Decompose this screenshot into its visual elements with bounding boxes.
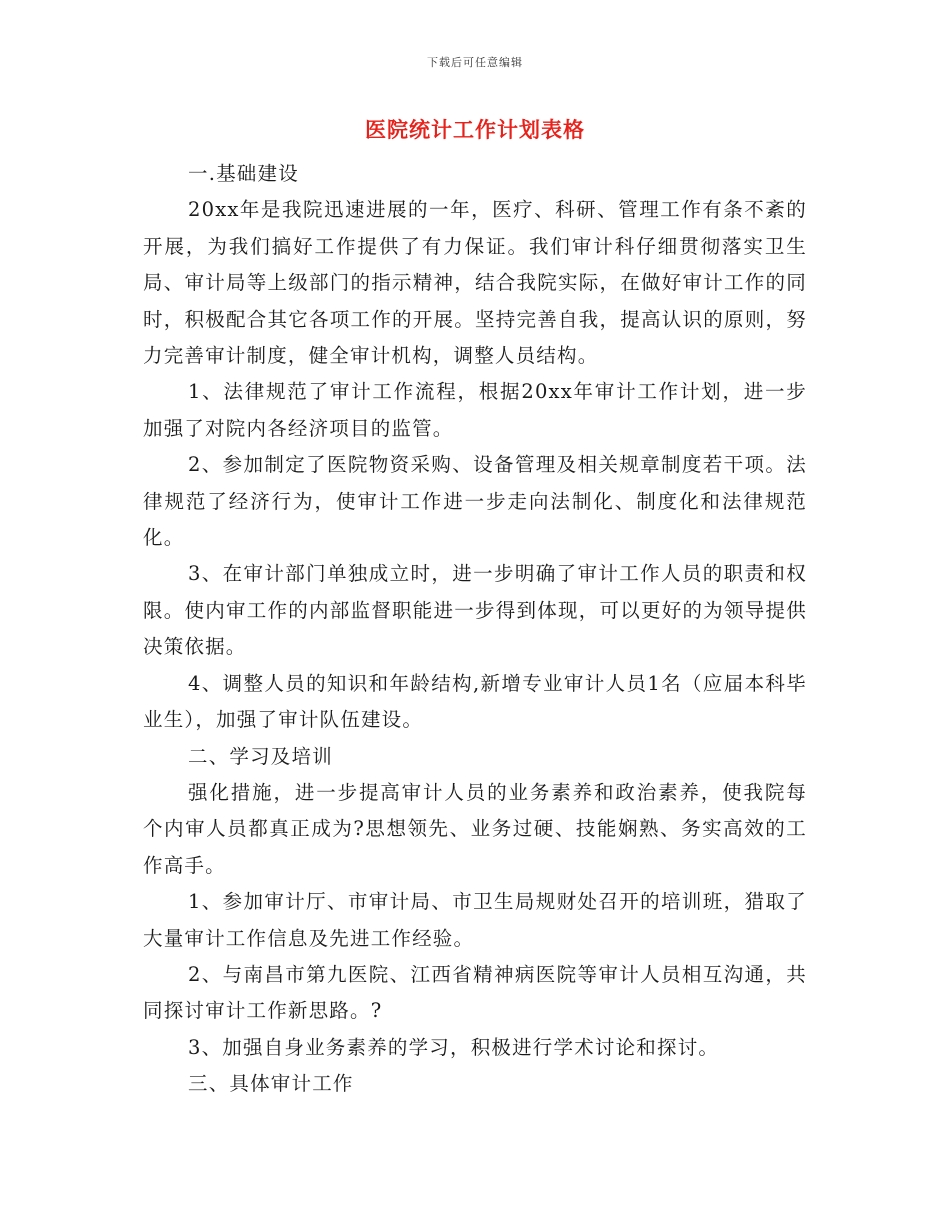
document-body xyxy=(143,156,807,1103)
list-item-4: 4、调整人员的知识和年龄结构,新增专业审计人员1名（应届本科毕业生），加强了审计队伍建设。 xyxy=(143,671,807,732)
section-heading-audit-work: 三、具体审计工作 xyxy=(188,1072,354,1096)
paragraph-overview: 20xx年是我院迅速进展的一年，医疗、科研、管理工作有条不紊的开展，为我们搞好工作提供了有力保证。我们审计科仔细贯彻落实卫生局、审计局等上级部门的指示精神，结合我院实际，在做好审计工作的同时，积极配合其它各项工作的开展。坚持完善自我，提高认识的原则，努力完善审计制度，健全审计机构，调整人员结构。 xyxy=(143,198,807,368)
document-title: 医院统计工作计划表格 xyxy=(365,117,585,142)
paragraph-training-intro: 强化措施，进一步提高审计人员的业务素养和政治素养，使我院每个内审人员都真正成为?思想领先、业务过硬、技能娴熟、务实高效的工作高手。 xyxy=(143,780,807,877)
list-item-3: 3、在审计部门单独成立时，进一步明确了审计工作人员的职责和权限。使内审工作的内部监督职能进一步得到体现，可以更好的为领导提供决策依据。 xyxy=(143,562,807,659)
list-item-2: 2、参加制定了医院物资采购、设备管理及相关规章制度若干项。法律规范了经济行为，使审计工作进一步走向法制化、制度化和法律规范化。 xyxy=(143,453,807,550)
section-heading-basic-construction: 一.基础建设 xyxy=(188,162,299,185)
header-note: 下载后可任意编辑 xyxy=(427,56,523,69)
section-heading-training: 二、学习及培训 xyxy=(188,744,333,768)
training-item-1: 1、参加审计厅、市审计局、市卫生局规财处召开的培训班，猎取了大量审计工作信息及先进工作经验。 xyxy=(143,890,807,950)
training-item-3: 3、加强自身业务素养的学习，积极进行学术讨论和探讨。 xyxy=(188,1035,720,1059)
training-item-2: 2、与南昌市第九医院、江西省精神病医院等审计人员相互沟通，共同探讨审计工作新思路。? xyxy=(143,962,807,1023)
list-item-1: 1、法律规范了审计工作流程，根据20xx年审计工作计划，进一步加强了对院内各经济项目的监管。 xyxy=(143,380,807,440)
